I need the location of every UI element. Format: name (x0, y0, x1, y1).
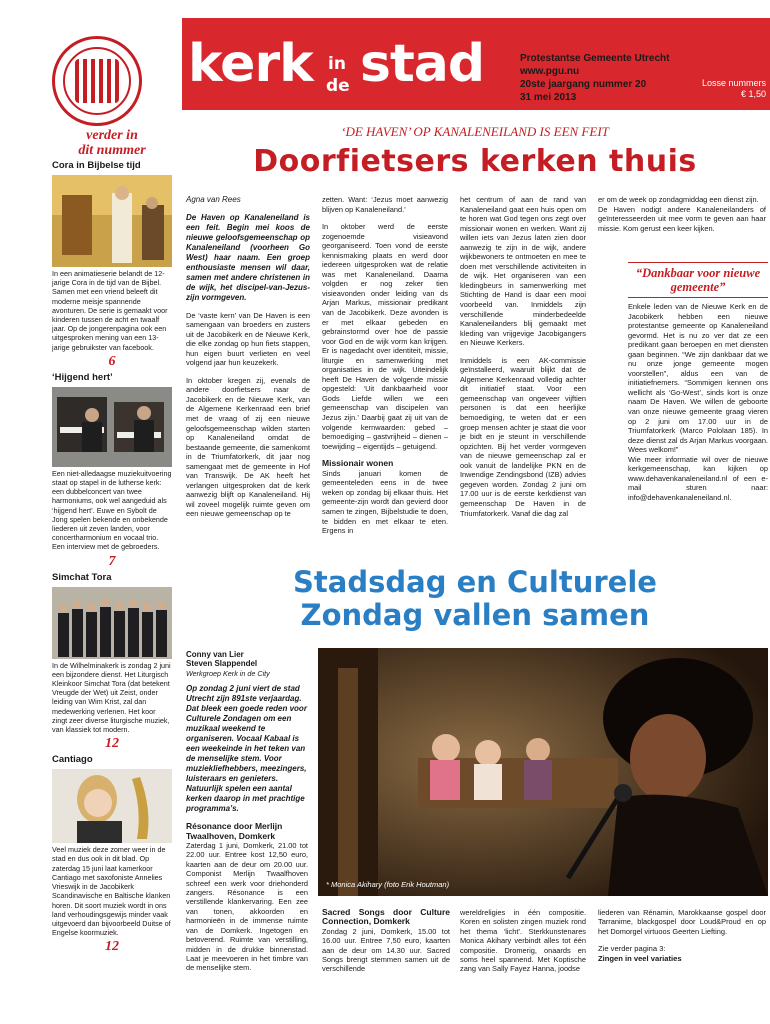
price-info (656, 78, 766, 100)
sidebar-item-text: In de Wilhelminakerk is zondag 2 juni een bijzondere dienst. Het Liturgisch Kleinkoor Simchat Tora (dat betekent Vreugde der Wet) uit Zeist, onder leiding van Wim Krist, zal dan medewerking verlenen. Het koor zingt zeer diverse liturgische muziek, van klassiek tot modern. (52, 660, 171, 735)
choir-photo (52, 587, 172, 659)
sidebar-item-title: Cantiago (52, 754, 93, 766)
sidebar-item-text: In een animatieserie belandt de 12-jarige Cora in de tijd van de Bijbel. Samen met een vriend beleeft dit moderne meisje spannende avonturen. De serie is gemaakt voor kinderen tussen de acht en twaalf jaar. Op de jongerenpagina ook een uitgesproken mening van een 13-jarige gebruikster van facebook. (52, 269, 168, 352)
article1-column-4 (598, 195, 766, 233)
cora-image (52, 175, 172, 267)
article-paragraph: In oktober werd de eerste zogenoemde visieavond georganiseerd. Toen vond de eerste kennismaking plaats en werd door iedereen uitgesproken wat de relatie was met Kanaleneiland. Daarna volgden er nog zeker tien visieavonden onder leiding van ds Arjan Markus, missionair predikant van de Jacobikerk. Deze avonden is er met elkaar gebeden en gebrainstormd over hoe de passie voor God en de wijk vorm kan krijgen. Er is nagedacht over identiteit, missie, liturgie en samenwerking met organisaties in de wijk. Uiteindelijk heeft De Haven de volgende missie opgesteld: ‘Uit dankbaarheid voor Gods Liefde willen we een gemeenschap van discipelen van Jezus zijn.’ Daarbij gaat zij uit van de volgende kernwaarden: gebed – bemoediging – gastvrijheid – dienen – toewijding – eigentijds – getuigend. (322, 222, 448, 451)
harmonium-image (52, 387, 172, 467)
logo-in: in (328, 54, 346, 74)
website-link[interactable]: www.pgu.nu (520, 66, 580, 77)
photo-caption: * Monica Akihary (foto Erik Houtman) (326, 880, 450, 889)
concert-photo (318, 648, 768, 896)
article2-column-2 (322, 908, 450, 974)
quote-box-text: Enkele leden van de Nieuwe Kerk en de Jacobikerk hebben een nieuwe protestantse gemeente op Kanaleneiland gevormd. Het is nu zo ver dat ze een predikant gaan beroepen en met diensten gaan beginnen. “We zijn dankbaar dat we nu onze jonge gemeente mogen voorstellen”, aldus een van de initiatiefnemers. “Sommigen kennen ons wellicht als ‘Go-West’, sinds kort is onze naam De Haven. We willen de geboorte van onze nieuwe gemeente graag vieren op 2 juni om 17.00 uur in de Triumfatorkerk (Marco Pololaan 185). In deze dienst zal ds Arjan Markus voorgaan. Wees welkom!” (628, 302, 768, 455)
church-seal-logo (52, 36, 142, 126)
article-paragraph: Sinds januari komen de gemeenteleden eens in de twee weken op zondag bij elkaar thuis. Het gemeente-zijn wordt dan gevierd door samen te zingen, Bijbelstudie te doen, te bidden en met elkaar te eten. Ergens in (322, 468, 448, 536)
sidebar-item-text: Een niet-alledaagse muziekuitvoering staat op stapel in de lutherse kerk: een dubbelconcert van twee harmoniums, ook wel aangeduid als ‘hijgend hert’. Euwe en Sybolt de Jong spelen bekende en onbekende liederen uit zeven landen, voor concertharmonium en vocaal trio. Een interview met de gebroeders. (52, 468, 172, 552)
saxophonist-image (52, 769, 172, 843)
article2-subhead-2: Sacred Songs door Culture Connection, Domkerk (322, 907, 450, 927)
article-author: Agna van Rees (186, 195, 241, 204)
harmonium-photo (52, 387, 172, 467)
sidebar-item-title: Simchat Tora (52, 571, 112, 583)
sidebar-item-page: 6 (108, 353, 116, 369)
article2-paragraph: Zondag 2 juni, Domkerk, 15.00 tot 16.00 uur. Entree 7,50 euro, kaarten aan de deur om 14.30 uur. Sacred Songs brengt stemmen samen uit de verschillende (322, 926, 450, 974)
article-subhead: Missionair wonen (322, 458, 394, 469)
article-headline: Doorfietsers kerken thuis (253, 144, 697, 179)
article-paragraph: De Haven nodigt andere Kanaleneilanders of geïnteresseerden uit mee vorm te geven aan haar missie. Kom gerust een keer kijken. (598, 204, 766, 233)
sidebar-item-title: ‘Hijgend hert’ (52, 371, 113, 383)
article-paragraph: zetten. Want: ‘Jezus moet aanwezig blijven op Kanaleneiland.’ (322, 195, 448, 214)
article2-intro (186, 650, 308, 973)
see-more-reference[interactable]: Zie verder pagina 3: Zingen in veel variaties (598, 944, 682, 963)
article2-paragraph: liederen van Rénamin, Marokkaanse gospel door Tarranime, blackgospel door Loud&Proud en op het Domorgel virtuoos Geerten Liefting. (598, 908, 766, 936)
choir-image (52, 587, 172, 659)
article-kicker: ‘DE HAVEN’ OP KANALENEILAND IS EEN FEIT (341, 124, 609, 139)
article1-column-3 (460, 195, 586, 526)
quote-box-contact[interactable]: Wie meer informatie wil over de nieuwe kerkgemeenschap, kan kijken op www.dehavenkanaleneiland.nl of een e-mail sturen naar: info@dehavenkanaleneiland.nl. (628, 454, 768, 502)
article2-column-4 (598, 908, 766, 963)
cora-photo (52, 175, 172, 267)
sidebar-item-text: Veel muziek deze zomer weer in de stad en dus ook in dit blad. Op zaterdag 15 juni laat kamerkoor Cantiago met saxofoniste Annelies Vrieswijk in de Jacobikerk Scandinavische en Baltische klanken horen. Dit soort muziek wordt in ons land verhoudingsgewijs minder vaak uitgevoerd dan bijvoorbeeld Duitse of Engelse koormuziek. (52, 845, 171, 938)
sidebar-item-cora[interactable] (52, 160, 172, 370)
sidebar-item-title: Cora in Bijbelse tijd (52, 160, 141, 171)
logo-stad: stad (360, 34, 485, 94)
article2-author: Conny van Lier (186, 650, 244, 659)
saxophonist-photo (52, 769, 172, 843)
sidebar-item-page: 12 (105, 939, 119, 955)
article2-headline: Stadsdag en Culturele Zondag vallen samen (293, 565, 657, 632)
sidebar-heading: verder in dit nummer (78, 128, 146, 158)
sidebar (52, 128, 172, 970)
quote-box (628, 262, 768, 502)
article-paragraph: In oktober kregen zij, evenals de andere doorfietsers naar de Jacobikerk en de Nieuwe Kerk, van de Algemene Kerkenraad een brief met de vraag of zij een nieuwe geloofsgemeenschap wilden starten op Kanaleneiland omdat de bestaande gemeente, die samenkomt in de Triumfatorkerk, dit jaar nog samengaat met de gemeente in Hof van Transwijk. De AK heeft het verlangen uitgesproken dat de kerk aanwezig blijft op Kanaleneiland. Hij wil zoveel mogelijk ruimte geven om een nieuwe gemeenschap op te (186, 375, 310, 519)
article2-subhead-1: Résonance door Merlijn Twaalhoven, Domkerk (186, 821, 283, 841)
sidebar-item-page: 12 (105, 736, 119, 752)
article2-lead: Op zondag 2 juni viert de stad Utrecht zijn 891ste verjaardag. Dat bleek een goede reden voor Culturele Zondagen om een muzikaal weekend te organiseren. Vocaal Kabaal is een weekeinde in het teken van de menselijke stem. Voor muziekliefhebbers, meezingers, luisteraars en genieters. Natuurlijk spelen een aantal kerken daarop in met prachtige programma’s. (186, 684, 307, 814)
logo-de: de (326, 76, 350, 96)
article2-author-role: Werkgroep Kerk in de City (186, 668, 270, 678)
singer-image (318, 648, 768, 896)
publisher-name: Protestantse Gemeente Utrecht (520, 53, 670, 64)
sidebar-item-simchat-tora[interactable] (52, 572, 172, 753)
article2-author-2: Steven Slappendel (186, 659, 258, 669)
quote-box-title: “Dankbaar voor nieuwe gemeente” (628, 262, 768, 298)
sidebar-item-cantiago[interactable] (52, 754, 172, 955)
price-label: Losse nummers (701, 78, 766, 88)
article-paragraph: Inmiddels is een AK-commissie geïnstalleerd, waaruit blijkt dat de Algemene Kerkenraad volledig achter dit initiatief staat. Voor een gemeenschap van ongeveer vijftien personen is dat een heerlijke bemoediging, te weten dat er een groep mensen achter je staat die voor je bidt en je steunt in verschillende opzichten. Bij het verder vormgeven van de nieuwe gemeenschap zal er ook vanuit de landelijke PKN en de Inwendige Zendingsbond (IZB) advies gegeven worden. Zondag 2 juni om 17.00 uur is de eerste kerkdienst van gemeenschap De Haven in de Triumfatorkerk. Vanaf die dag zal (460, 355, 586, 518)
article2-column-3 (460, 908, 586, 974)
logo-kerk: kerk (188, 34, 313, 94)
article2-paragraph: wereldreligies in één compositie. Koren en solisten zingen muziek rond het thema ‘licht’. Sterkkunstenares Monica Akihary verbindt alles tot één compositie. Dromerig, onaards en soms heel spannend. Met Koptische zang van Sally Fayez Hanna, joodse (460, 908, 586, 974)
article1-column-2 (322, 195, 448, 544)
sidebar-item-page: 7 (108, 553, 116, 569)
article1-column-1 (186, 195, 310, 527)
issue-date: 31 mei 2013 (520, 92, 577, 103)
price-value: € 1,50 (740, 89, 766, 99)
article-paragraph: het centrum of aan de rand van Kanaleneiland gaat een huis open om te horen wat God tegen ons zegt over missionair wonen en werken. Want zij willen iets van Jezus laten zien door aanwezig te zijn in de wijk, andere wijkbewoners te ontmoeten en mee te doen met verschillende activiteiten in de wijk. Het organiseren van een kledingbeurs in samenwerking met Stichting de Hand is daar een mooi voorbeeld van. Inmiddels zijn verschillende minderbedeelde Kanaleneilanders blij gemaakt met kleding van vrijgevige Jacobigangers en Nieuwe Kerkers. (460, 195, 586, 348)
article2-paragraph: Zaterdag 1 juni, Domkerk, 21.00 tot 22.00 uur. Entree kost 12,50 euro, kaarten aan de deur om 20.00 uur. Componist Merlijn Twaalfhoven schreef een werk voor driehonderd zangers. Résonance is een verstillende klankervaring. Een zee van tonen, akkoorden en harmonieën in de immense ruimte van de Domkerk. Ingetogen en betoverend. Ruimte van verstilling, midden in de drukke binnenstad. Laat je meevoeren in het timbre van de menselijke stem. (186, 841, 308, 973)
volume-number: 20ste jaargang nummer 20 (520, 79, 647, 90)
article-lead: De Haven op Kanaleneiland is een feit. Begin mei koos de nieuwe geloofsgemeenschap op Kanaleneiland (voorheen Go West) haar naam. Een groep enthousiaste mensen wil daar, samen met andere christenen in de wijk, het discipel-van-Jezus-zijn vormgeven. (186, 212, 310, 302)
article-paragraph: De ‘vaste kern’ van De Haven is een samengaan van broeders en zusters uit de Jacobikerk en de Nieuwe Kerk, die elke zondag op hun fiets stappen, hun eigen buurt verlieten en veel volgend jaar hun keuzekerk. (186, 310, 310, 368)
sidebar-item-hijgend-hert[interactable] (52, 372, 172, 570)
article-paragraph: er om de week op zondagmiddag een dienst zijn. (598, 195, 759, 204)
